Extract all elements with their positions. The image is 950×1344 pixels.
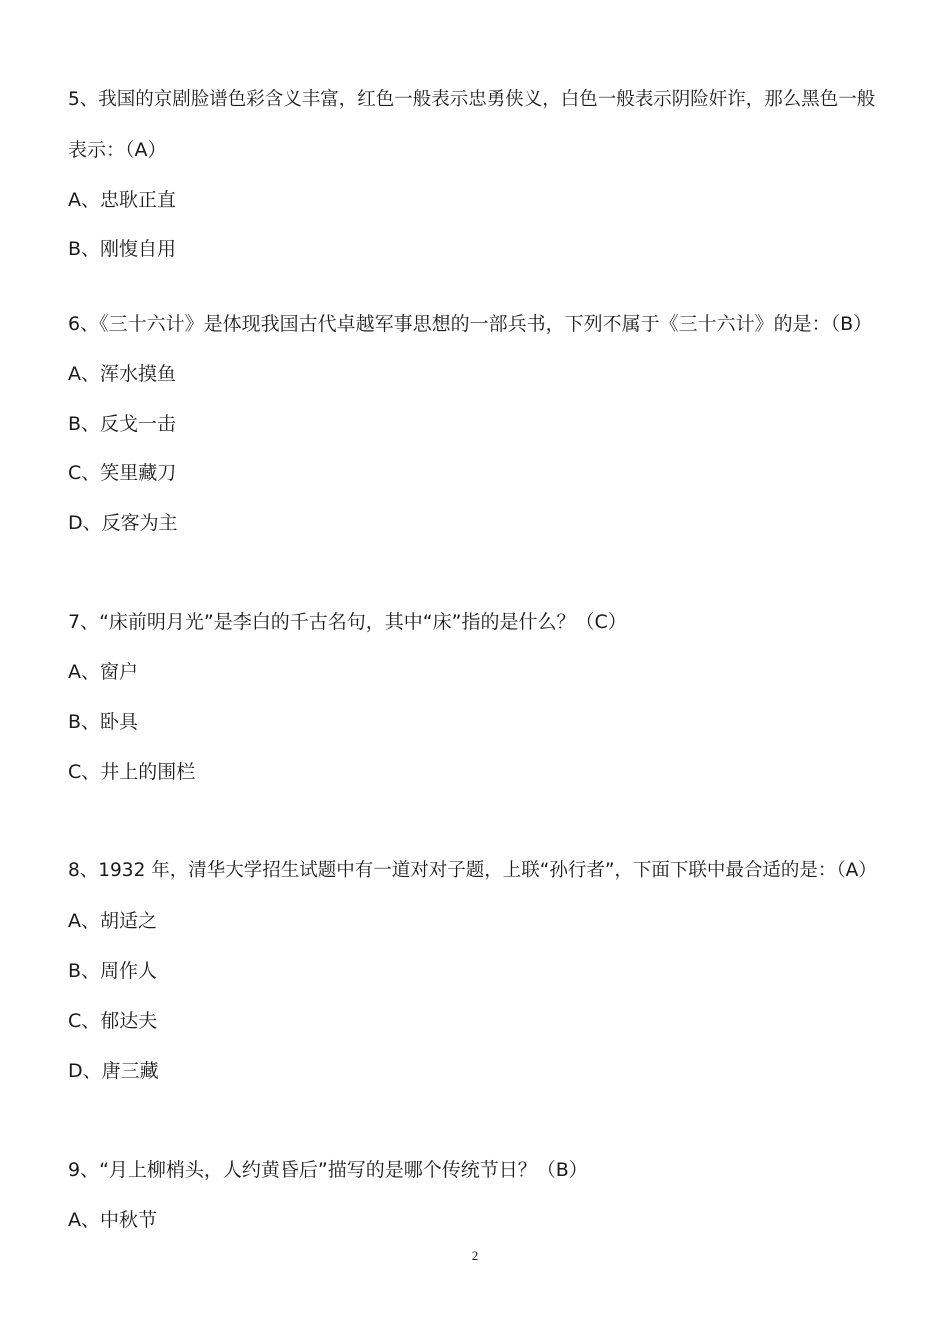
- question-6-option-c: C、笑里藏刀: [68, 462, 177, 484]
- question-6-text: 6、《三十六计》是体现我国古代卓越军事思想的一部兵书，下列不属于《三十六计》的是：（B）: [68, 313, 873, 335]
- question-8-option-a: A、胡适之: [68, 910, 157, 932]
- question-9-text: 9、“月上柳梢头，人约黄昏后”描写的是哪个传统节日？（B）: [68, 1159, 588, 1181]
- question-8-option-c: C、郁达夫: [68, 1010, 158, 1032]
- question-9-option-a: A、中秋节: [68, 1209, 157, 1231]
- question-5-text-line-2: 表示：（A）: [68, 139, 167, 161]
- question-8-option-d: D、唐三藏: [68, 1060, 159, 1082]
- question-5-option-a: A、忠耿正直: [68, 189, 176, 211]
- question-7-option-c: C、井上的围栏: [68, 761, 196, 783]
- question-7-text: 7、“床前明月光”是李白的千古名句，其中“床”指的是什么？（C）: [68, 611, 627, 633]
- page-number: 2: [471, 1248, 479, 1263]
- question-7-option-a: A、窗户: [68, 661, 138, 683]
- question-8-option-b: B、周作人: [68, 960, 158, 982]
- question-8-text: 8、1932 年，清华大学招生试题中有一道对对子题，上联“孙行者”，下面下联中最合适的是：（A）: [68, 860, 877, 881]
- question-6-option-b: B、反戈一击: [68, 413, 177, 435]
- question-7-option-b: B、卧具: [68, 711, 139, 733]
- question-5-text-line-1: 5、我国的京剧脸谱色彩含义丰富，红色一般表示忠勇侠义，白色一般表示阴险奸诈，那么黑色一般: [68, 89, 876, 110]
- question-6-option-d: D、反客为主: [68, 512, 178, 534]
- question-6-option-a: A、浑水摸鱼: [68, 363, 176, 385]
- question-5-option-b: B、刚愎自用: [68, 238, 177, 260]
